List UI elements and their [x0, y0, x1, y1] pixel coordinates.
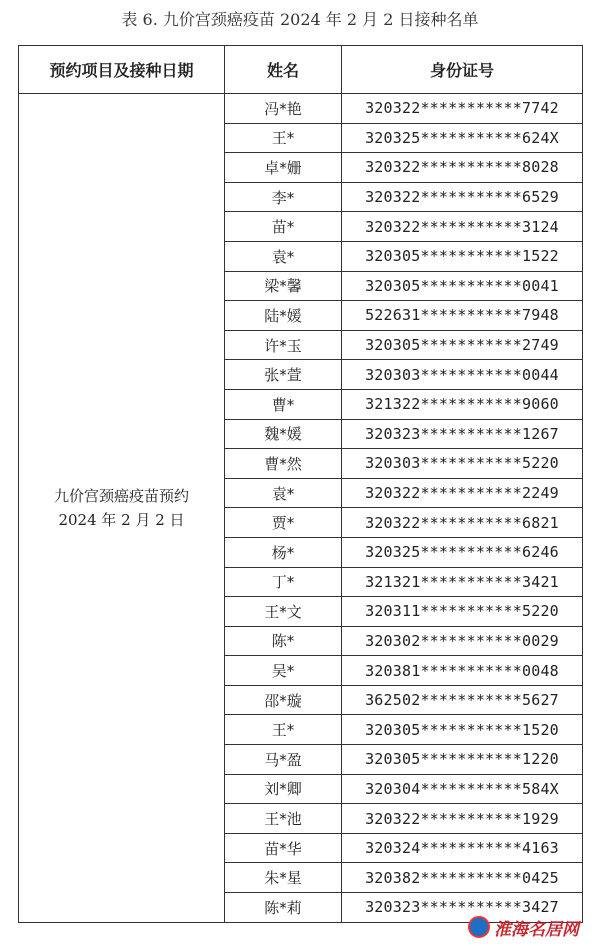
id-number: 320305***********1220: [342, 745, 583, 775]
person-name: 袁*: [225, 241, 342, 271]
person-name: 王*文: [225, 597, 342, 627]
table-body: [19, 94, 583, 923]
id-number: 522631***********7948: [342, 301, 583, 331]
id-number: 320323***********3427: [342, 893, 583, 923]
id-number: 320323***********1267: [342, 419, 583, 449]
person-name: 陈*莉: [225, 893, 342, 923]
id-number: 320311***********5220: [342, 597, 583, 627]
person-name: 贾*: [225, 508, 342, 538]
person-name: 李*: [225, 182, 342, 212]
person-name: 王*池: [225, 804, 342, 834]
project-date-cell: [19, 94, 225, 923]
person-name: 马*盈: [225, 745, 342, 775]
person-name: 袁*: [225, 478, 342, 508]
id-number: 320305***********0041: [342, 271, 583, 301]
id-number: 320322***********8028: [342, 153, 583, 183]
person-name: 曹*: [225, 389, 342, 419]
person-name: 杨*: [225, 537, 342, 567]
person-name: 魏*媛: [225, 419, 342, 449]
id-number: 320322***********3124: [342, 212, 583, 242]
person-name: 吴*: [225, 656, 342, 686]
id-number: 320381***********0048: [342, 656, 583, 686]
person-name: 陆*媛: [225, 301, 342, 331]
id-number: 320305***********1520: [342, 715, 583, 745]
id-number: 320322***********2249: [342, 478, 583, 508]
site-watermark: [468, 912, 579, 942]
header-project-date: 预约项目及接种日期: [19, 46, 225, 94]
person-name: 梁*馨: [225, 271, 342, 301]
header-id-number: 身份证号: [342, 46, 583, 94]
person-name: 朱*星: [225, 863, 342, 893]
table-header-row: [19, 46, 583, 94]
person-name: 王*: [225, 123, 342, 153]
person-name: 张*萱: [225, 360, 342, 390]
person-name: 刘*卿: [225, 774, 342, 804]
id-number: 320303***********5220: [342, 449, 583, 479]
watermark-text: 淮海名居网: [494, 919, 579, 940]
id-number: 321321***********3421: [342, 567, 583, 597]
person-name: 冯*艳: [225, 94, 342, 124]
vaccination-date: 2024 年 2 月 2 日: [58, 510, 185, 529]
id-number: 320322***********1929: [342, 804, 583, 834]
person-name: 丁*: [225, 567, 342, 597]
vaccination-roster-table: [18, 45, 583, 923]
site-logo-icon: [468, 916, 490, 938]
project-name: 九价宫颈癌疫苗预约: [53, 486, 189, 505]
person-name: 邵*璇: [225, 685, 342, 715]
table-row: [19, 94, 583, 124]
id-number: 320382***********0425: [342, 863, 583, 893]
id-number: 320322***********6529: [342, 182, 583, 212]
id-number: 320304***********584X: [342, 774, 583, 804]
id-number: 320302***********0029: [342, 626, 583, 656]
id-number: 362502***********5627: [342, 685, 583, 715]
person-name: 苗*华: [225, 833, 342, 863]
person-name: 卓*姗: [225, 153, 342, 183]
header-name: 姓名: [225, 46, 342, 94]
id-number: 320324***********4163: [342, 833, 583, 863]
table-caption: 表 6. 九价宫颈癌疫苗 2024 年 2 月 2 日接种名单: [121, 10, 479, 29]
id-number: 320303***********0044: [342, 360, 583, 390]
id-number: 320325***********624X: [342, 123, 583, 153]
id-number: 321322***********9060: [342, 389, 583, 419]
person-name: 许*玉: [225, 330, 342, 360]
person-name: 曹*然: [225, 449, 342, 479]
id-number: 320325***********6246: [342, 537, 583, 567]
id-number: 320322***********6821: [342, 508, 583, 538]
id-number: 320305***********2749: [342, 330, 583, 360]
id-number: 320305***********1522: [342, 241, 583, 271]
person-name: 王*: [225, 715, 342, 745]
id-number: 320322***********7742: [342, 94, 583, 124]
person-name: 苗*: [225, 212, 342, 242]
person-name: 陈*: [225, 626, 342, 656]
